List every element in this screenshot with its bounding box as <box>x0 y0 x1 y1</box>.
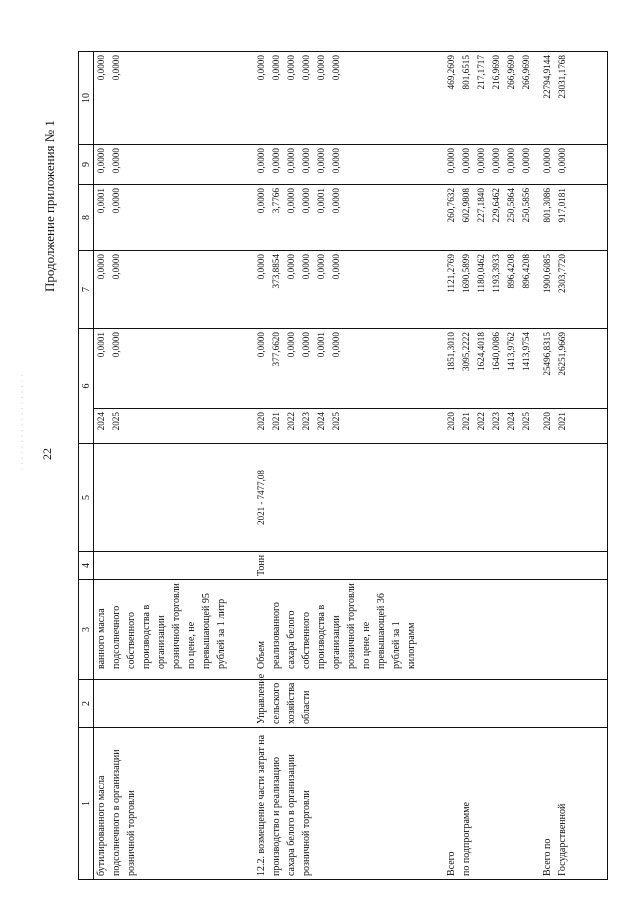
column-header: 7 <box>79 251 94 329</box>
table-row <box>94 52 254 880</box>
cell-col7: 0,0000 0,0000 <box>94 251 254 329</box>
cell-col10: 469,2609 801,6515 217,1717 216,9690 266,9690 266,9690 <box>444 52 540 145</box>
cell-years: 2020 2021 2022 2023 2024 2025 <box>254 409 444 444</box>
column-header: 5 <box>79 444 94 552</box>
table-row <box>254 52 444 880</box>
rotated-table-area <box>42 52 608 880</box>
scan-artifact-mark: · · · · · · · · · · · · · · · · · · <box>20 373 26 470</box>
page-number: 22 <box>40 448 54 460</box>
cell-empty <box>540 552 608 580</box>
cell-unit <box>94 552 254 580</box>
table-header-row <box>79 52 94 880</box>
cell-col6: 1851,3010 3095,2222 1624,4018 1640,0086 1413,9762 1413,9754 <box>444 329 540 409</box>
table-row <box>444 52 540 880</box>
column-header: 6 <box>79 329 94 444</box>
table-row <box>540 52 608 880</box>
cell-col8: 0,0001 0,0000 <box>94 185 254 251</box>
cell-empty <box>444 444 540 552</box>
cell-col7: 1121,2769 1690,5899 1180,0462 1193,3933 896,4208 896,4208 <box>444 251 540 329</box>
cell-executor: Управление сельского хозяйства области <box>254 680 444 728</box>
cell-empty <box>540 580 608 680</box>
cell-empty <box>444 580 540 680</box>
column-header: 3 <box>79 580 94 680</box>
cell-empty <box>444 552 540 580</box>
cell-years: 2020 2021 2022 2023 2024 2025 <box>444 409 540 444</box>
cell-col8: 801,3086 917,0181 <box>540 185 608 251</box>
cell-col7: 1900,6085 2303,7720 <box>540 251 608 329</box>
cell-col6: 0,0001 0,0000 <box>94 329 254 409</box>
column-header: 2 <box>79 680 94 728</box>
cell-col10: 0,0000 0,0000 <box>94 52 254 145</box>
cell-col7: 0,0000 373,8854 0,0000 0,0000 0,0000 0,0000 <box>254 251 444 329</box>
cell-total-program: Всего по Государственной <box>540 728 608 880</box>
column-header: 10 <box>79 52 94 145</box>
cell-empty <box>444 680 540 728</box>
appendix-continuation-title: Продолжение приложения № 1 <box>42 120 57 292</box>
cell-col9: 0,0000 0,0000 0,0000 0,0000 0,0000 0,0000 <box>444 145 540 185</box>
cell-col9: 0,0000 0,0000 <box>94 145 254 185</box>
cell-col9: 0,0000 0,0000 0,0000 0,0000 0,0000 0,0000 <box>254 145 444 185</box>
cell-empty <box>540 680 608 728</box>
cell-total-subprogram: Всего по подпрограмме <box>444 728 540 880</box>
cell-years: 2024 2025 <box>94 409 254 444</box>
cell-col8: 260,7632 602,9808 227,1840 229,6462 250,5864 250,5856 <box>444 185 540 251</box>
cell-col6: 25496,8315 26251,9669 <box>540 329 608 409</box>
column-header: 8 <box>79 185 94 251</box>
column-header: 9 <box>79 145 94 185</box>
cell-col8: 0,0000 3,7766 0,0000 0,0000 0,0001 0,0000 <box>254 185 444 251</box>
cell-indicator: Объем реализованного сахара белого собственного производства в организации розничной торговли по цене, не превышающей 36 рублей за 1 килограмм <box>254 580 444 680</box>
cell-measure-name: бутилированного масла подсолнечного в организации розничной торговли <box>94 728 254 880</box>
column-header: 1 <box>79 728 94 880</box>
cell-col6: 0,0000 377,6620 0,0000 0,0000 0,0001 0,0000 <box>254 329 444 409</box>
cell-unit: Тонн <box>254 552 444 580</box>
cell-target-value: 2021 - 7477,08 <box>254 444 444 552</box>
data-table <box>78 51 608 880</box>
column-header: 4 <box>79 552 94 580</box>
cell-target-value <box>94 444 254 552</box>
cell-col10: 22794,9144 23031,1768 <box>540 52 608 145</box>
cell-measure-name: 12.2. возмещение части затрат на производство и реализацию сахара белого в организации розничной торговли <box>254 728 444 880</box>
cell-years: 2020 2021 <box>540 409 608 444</box>
cell-col9: 0,0000 0,0000 <box>540 145 608 185</box>
cell-executor <box>94 680 254 728</box>
cell-col10: 0,0000 0,0000 0,0000 0,0000 0,0000 0,0000 <box>254 52 444 145</box>
cell-indicator: ванного масла подсолнечного собственного производства в организации розничной торговли по цене, не превышающей 95 рублей за 1 литр <box>94 580 254 680</box>
cell-empty <box>540 444 608 552</box>
